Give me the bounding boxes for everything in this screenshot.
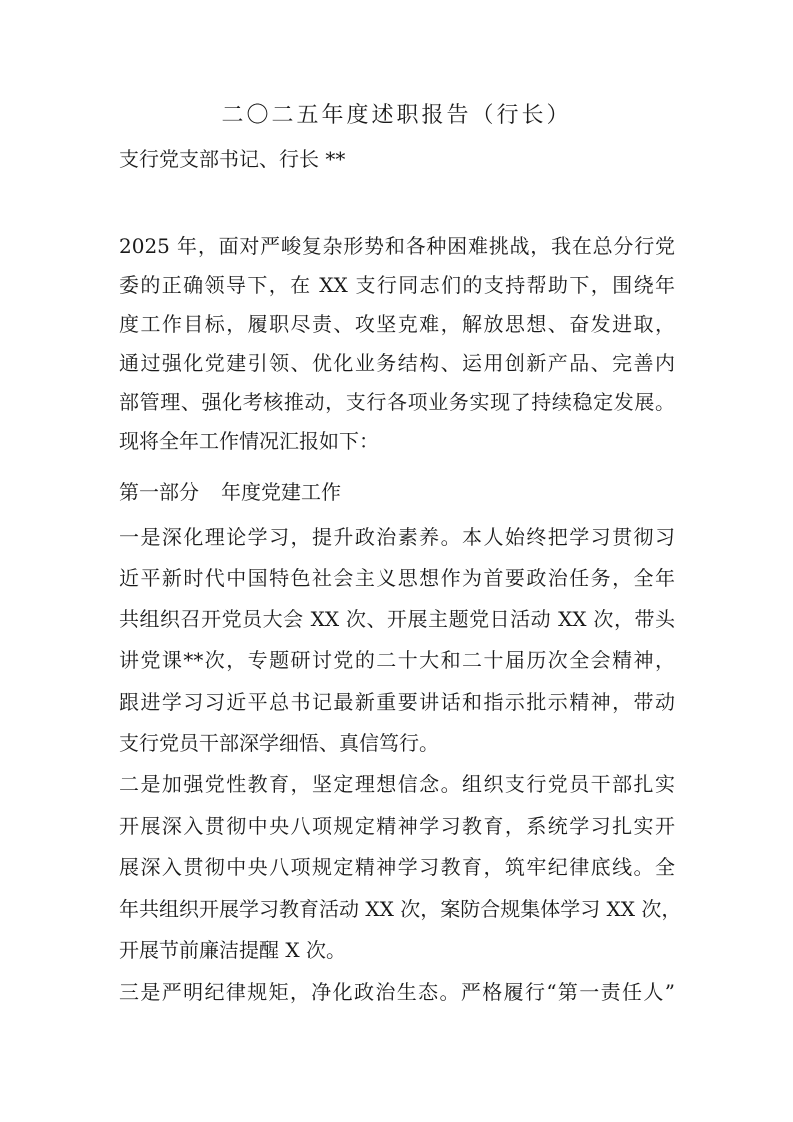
paragraph-line: 讲党课**次，专题研讨党的二十大和二十届历次全会精神， (119, 648, 675, 672)
paragraph-line: 2025 年，面对严峻复杂形势和各种困难挑战，我在总分行党 (119, 234, 675, 258)
section-heading (119, 478, 341, 506)
paragraph-line: 共组织召开党员大会 XX 次、开展主题党日活动 XX 次，带头 (119, 607, 675, 631)
paragraph-line: 部管理、强化考核推动，支行各项业务实现了持续稳定发展。 (119, 390, 675, 414)
paragraph-line: 展深入贯彻中央八项规定精神学习教育，筑牢纪律底线。全 (119, 855, 675, 879)
paragraph-line: 跟进学习习近平总书记最新重要讲话和指示批示精神，带动 (119, 690, 675, 714)
paragraph-line: 度工作目标，履职尽责、攻坚克难，解放思想、奋发进取， (119, 312, 675, 336)
section-name: 年度党建工作 (221, 480, 341, 504)
paragraph-line: 通过强化党建引领、优化业务结构、运用创新产品、完善内 (119, 351, 675, 375)
paragraph-line: 近平新时代中国特色社会主义思想作为首要政治任务，全年 (119, 566, 675, 590)
paragraph-line: 二是加强党性教育，坚定理想信念。组织支行党员干部扎实 (119, 772, 675, 796)
paragraph-line: 支行党员干部深学细悟、真信笃行。 (119, 731, 439, 755)
author-line: 支行党支部书记、行长 ** (119, 147, 346, 171)
paragraph-line: 开展节前廉洁提醒 X 次。 (119, 938, 346, 962)
paragraph-line: 年共组织开展学习教育活动 XX 次，案防合规集体学习 XX 次， (119, 897, 682, 921)
paragraph-line: 现将全年工作情况汇报如下： (119, 429, 379, 453)
paragraph-line: 三是严明纪律规矩，净化政治生态。严格履行“第一责任人” (119, 980, 675, 1004)
section-part: 第一部分 (119, 480, 199, 504)
paragraph-line: 委的正确领导下，在 XX 支行同志们的支持帮助下，围绕年 (119, 273, 675, 297)
document-title: 二〇二五年度述职报告（行长） (221, 103, 572, 128)
paragraph-line: 开展深入贯彻中央八项规定精神学习教育，系统学习扎实开 (119, 814, 675, 838)
paragraph-line: 一是深化理论学习，提升政治素养。本人始终把学习贯彻习 (119, 525, 675, 549)
